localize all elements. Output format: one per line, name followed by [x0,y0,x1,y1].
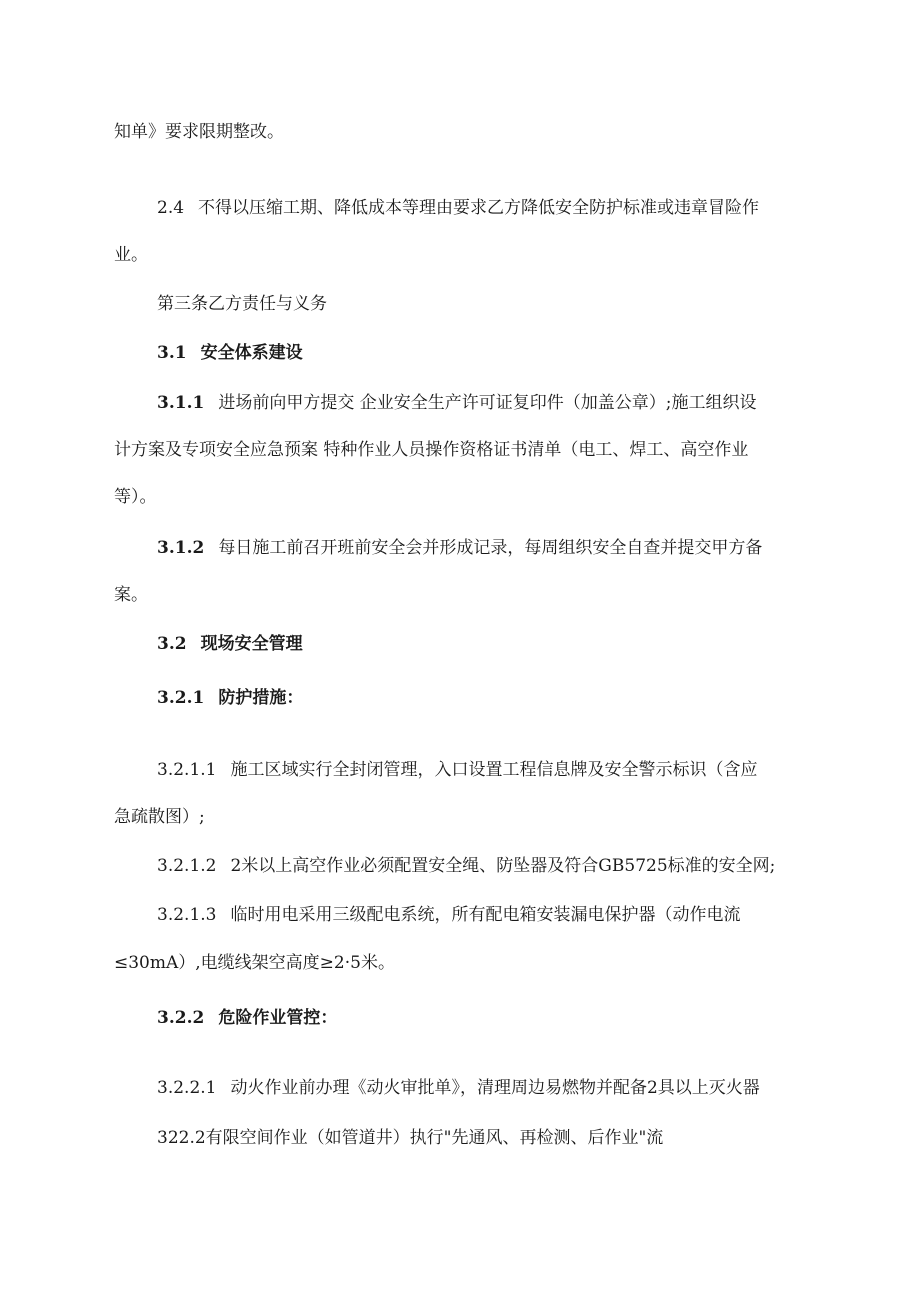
clause-text: 进场前向甲方提交 企业安全生产许可证复印件（加盖公章）;施工组织设 [218,393,757,413]
subsection-heading-3-2-1 [157,690,303,707]
clause-3-2-2-1 [157,1080,760,1097]
section-number: 3.2.1 [157,688,205,708]
clause-3-2-1-1 [157,762,757,779]
clause-number: 3.2.1.2 [157,856,217,876]
section-number: 3.1 [157,343,187,363]
clause-number: 3.1.2 [157,538,205,558]
section-heading-3-1 [157,345,303,362]
section-heading-3-2 [157,636,303,653]
clause-3-2-1-2 [157,858,775,875]
clause-number: 3.1.1 [157,393,205,413]
clause-3-2-1-3 [157,907,740,924]
clause-3-1-2 [157,540,762,557]
paragraph-line [114,247,148,264]
section-title: 危险作业管控： [218,1008,338,1028]
clause-number: 2.4 [157,198,185,218]
clause-text: 每日施工前召开班前安全会并形成记录，每周组织安全自查并提交甲方备 [218,538,763,558]
clause-text: 2米以上高空作业必须配置安全绳、防坠器及符合GB5725标准的安全网; [230,856,776,876]
paragraph-line [114,809,205,826]
section-number: 3.2 [157,634,187,654]
line-text: 等）。 [114,487,157,507]
clause-2-4 [157,200,759,217]
clause-3-1-1 [157,395,756,412]
line-text: 业。 [114,245,148,265]
clause-number: 3.2.1.3 [157,905,217,925]
clause-text: 动火作业前办理《动火审批单》，清理周边易燃物并配备2具以上灭火器 [230,1078,760,1098]
paragraph-line [114,124,284,141]
section-number: 3.2.2 [157,1008,205,1028]
clause-text: 临时用电采用三级配电系统，所有配电箱安装漏电保护器（动作电流 [230,905,741,925]
paragraph-line [114,955,395,972]
paragraph-line [114,442,748,459]
clause-text: 322.2有限空间作业（如管道井）执行"先通风、再检测、后作业"流 [157,1128,664,1148]
paragraph-line [114,587,148,604]
line-text: 案。 [114,585,148,605]
line-text: 知单》要求限期整改。 [114,122,284,142]
clause-3-2-2-2 [157,1130,663,1147]
line-text: ≤30mA）,电缆线架空高度≥2·5米。 [114,953,395,973]
line-text: 计方案及专项安全应急预案 特种作业人员操作资格证书清单（电工、焊工、高空作业 [114,440,749,460]
line-text: 急疏散图）; [114,807,205,827]
clause-text: 不得以压缩工期、降低成本等理由要求乙方降低安全防护标准或违章冒险作 [198,198,760,218]
clause-number: 3.2.1.1 [157,760,217,780]
heading-text: 第三条乙方责任与义务 [157,294,327,314]
section-title: 防护措施： [218,688,304,708]
section-title: 现场安全管理 [200,634,303,654]
subsection-heading-3-2-2 [157,1010,337,1027]
clause-text: 施工区域实行全封闭管理，入口设置工程信息牌及安全警示标识（含应 [230,760,758,780]
paragraph-line [114,489,157,506]
section-title: 安全体系建设 [200,343,303,363]
article-heading [157,296,327,313]
clause-number: 3.2.2.1 [157,1078,217,1098]
